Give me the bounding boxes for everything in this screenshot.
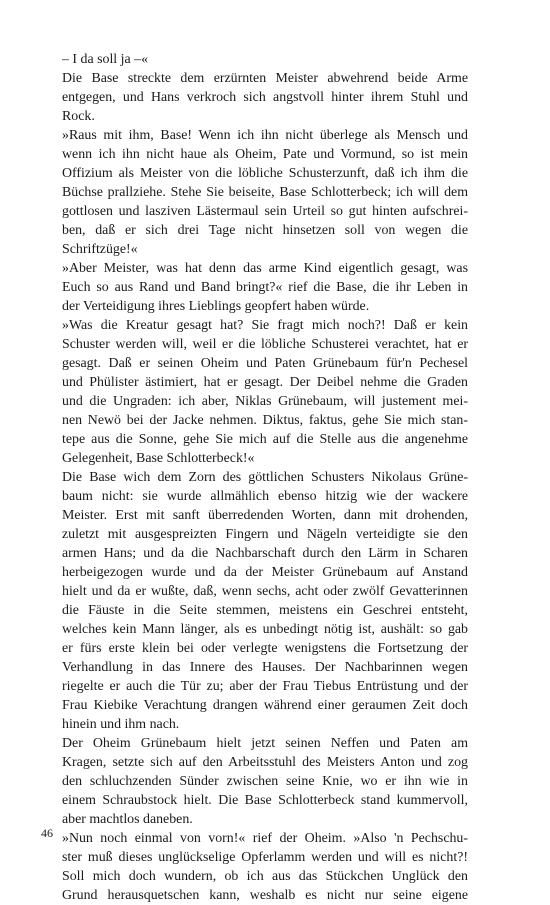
text-line: Verhandlung in das Innere des Hauses. Der Nachbarinnen wegen	[62, 660, 468, 675]
text-line: Frau Kiebike Verachtung drangen während einer geraumen Zeit doch	[62, 698, 468, 713]
text-line: gottlosen und lasziven Lästermaul sein Urteil so gut hinten aufschrei-	[62, 204, 468, 219]
text-line: Schriftzüge!«	[62, 242, 138, 257]
text-line: Die Base wich dem Zorn des göttlichen Schusters Nikolaus Grüne-	[62, 470, 468, 485]
text-line: Die Base streckte dem erzürnten Meister abwehrend beide Arme	[62, 71, 468, 86]
text-line: und die Ungraden: ich aber, Niklas Grünebaum, will justement mei-	[62, 394, 468, 409]
text-line: »Was die Kreatur gesagt hat? Sie fragt mich noch?! Daß er kein	[62, 318, 468, 333]
text-line: die Fäuste in die Seite stemmen, meistens ein Geschrei entsteht,	[62, 603, 468, 618]
text-line: ben, daß er sich drei Tage nicht hinsetzen soll von wegen die	[62, 223, 468, 238]
text-line: er fürs erste klein bei oder verlegte wenigstens die Fortsetzung der	[62, 641, 468, 656]
text-line: Gelegenheit, Base Schlotterbeck!«	[62, 451, 255, 466]
text-line: hinein und ihm nach.	[62, 717, 180, 732]
text-line: riegelte er auch die Tür zu; aber der Frau Tiebus Entrüstung und der	[62, 679, 468, 694]
text-line: wenn ich ihn nicht haue als Oheim, Pate und Vormund, so ist mein	[62, 147, 468, 162]
page-number: 46	[41, 826, 53, 840]
text-line: Rock.	[62, 109, 95, 124]
text-line: gesagt. Daß er seinen Oheim und Paten Grünebaum für'n Pechesel	[62, 356, 468, 371]
text-line: Soll mich doch wundern, ob ich aus das Stückchen Unglück den	[62, 869, 468, 884]
text-line: baum nicht: sie wurde allmählich ebenso hitzig wie der wackere	[62, 489, 468, 504]
text-line: Meister. Erst mit sanft überredenden Worten, dann mit drohenden,	[62, 508, 468, 523]
text-line: den schluchzenden Sünder zwischen seine Knie, wo er ihn wie in	[62, 774, 468, 789]
text-line: tepe aus die Sonne, gehe Sie mich auf die Stelle aus die angenehme	[62, 432, 468, 447]
text-line: Grund herausquetschen kann, weshalb es nicht nur seine eigene	[62, 888, 468, 903]
text-line: ster muß dieses unglückselige Opferlamm werden und will es nicht?!	[62, 850, 468, 865]
text-line: entgegen, und Hans verkroch sich angstvoll hinter ihrem Stuhl und	[62, 90, 468, 105]
text-line: Offizium als Meister von die löbliche Schusterzunft, daß ich ihm die	[62, 166, 468, 181]
text-line: »Aber Meister, was hat denn das arme Kind eigentlich gesagt, was	[62, 261, 468, 276]
text-line: Kragen, setzte sich auf den Arbeitsstuhl des Meisters Anton und zog	[62, 755, 468, 770]
text-line: Schuster werden will, weil er die löbliche Schusterei verachtet, hat er	[62, 337, 468, 352]
body-text	[62, 50, 468, 905]
text-line: Der Oheim Grünebaum hielt jetzt seinen Neffen und Paten am	[62, 736, 468, 751]
text-line: nen Newö bei der Jacke nehmen. Diktus, faktus, gehe Sie mich stan-	[62, 413, 468, 428]
text-line: Euch so aus Rand und Band bringt?« rief die Base, die ihr Leben in	[62, 280, 468, 295]
text-line: welches kein Mann länger, als es unbedingt nötig ist, aushält: so gab	[62, 622, 468, 637]
text-line: – I da soll ja –«	[62, 52, 149, 67]
text-line: armen Hans; und da die Nachbarschaft durch den Lärm in Scharen	[62, 546, 468, 561]
text-line: der Verteidigung ihres Lieblings geopfert haben würde.	[62, 299, 370, 314]
text-line: aber machtlos daneben.	[62, 812, 193, 827]
text-line: zuletzt mit ausgespreizten Fingern und Nägeln verteidigte sie den	[62, 527, 468, 542]
text-line: und Phülister ästimiert, hat er gesagt. Der Deibel nehme die Graden	[62, 375, 468, 390]
text-line: herbeigezogen wurde und da der Meister Grünebaum auf Anstand	[62, 565, 468, 580]
text-line: »Raus mit ihm, Base! Wenn ich ihn nicht überlege als Mensch und	[62, 128, 468, 143]
text-line: Büchse prallziehe. Stehe Sie beiseite, Base Schlotterbeck; ich will dem	[62, 185, 468, 200]
text-line: »Nun noch einmal von vorn!« rief der Oheim. »Also 'n Pechschu-	[62, 831, 468, 846]
text-line: hielt und da er wußte, daß, wenn sechs, acht oder zwölf Gevatterinnen	[62, 584, 468, 599]
text-line: einem Schraubstock hielt. Die Base Schlotterbeck stand kummervoll,	[62, 793, 468, 808]
